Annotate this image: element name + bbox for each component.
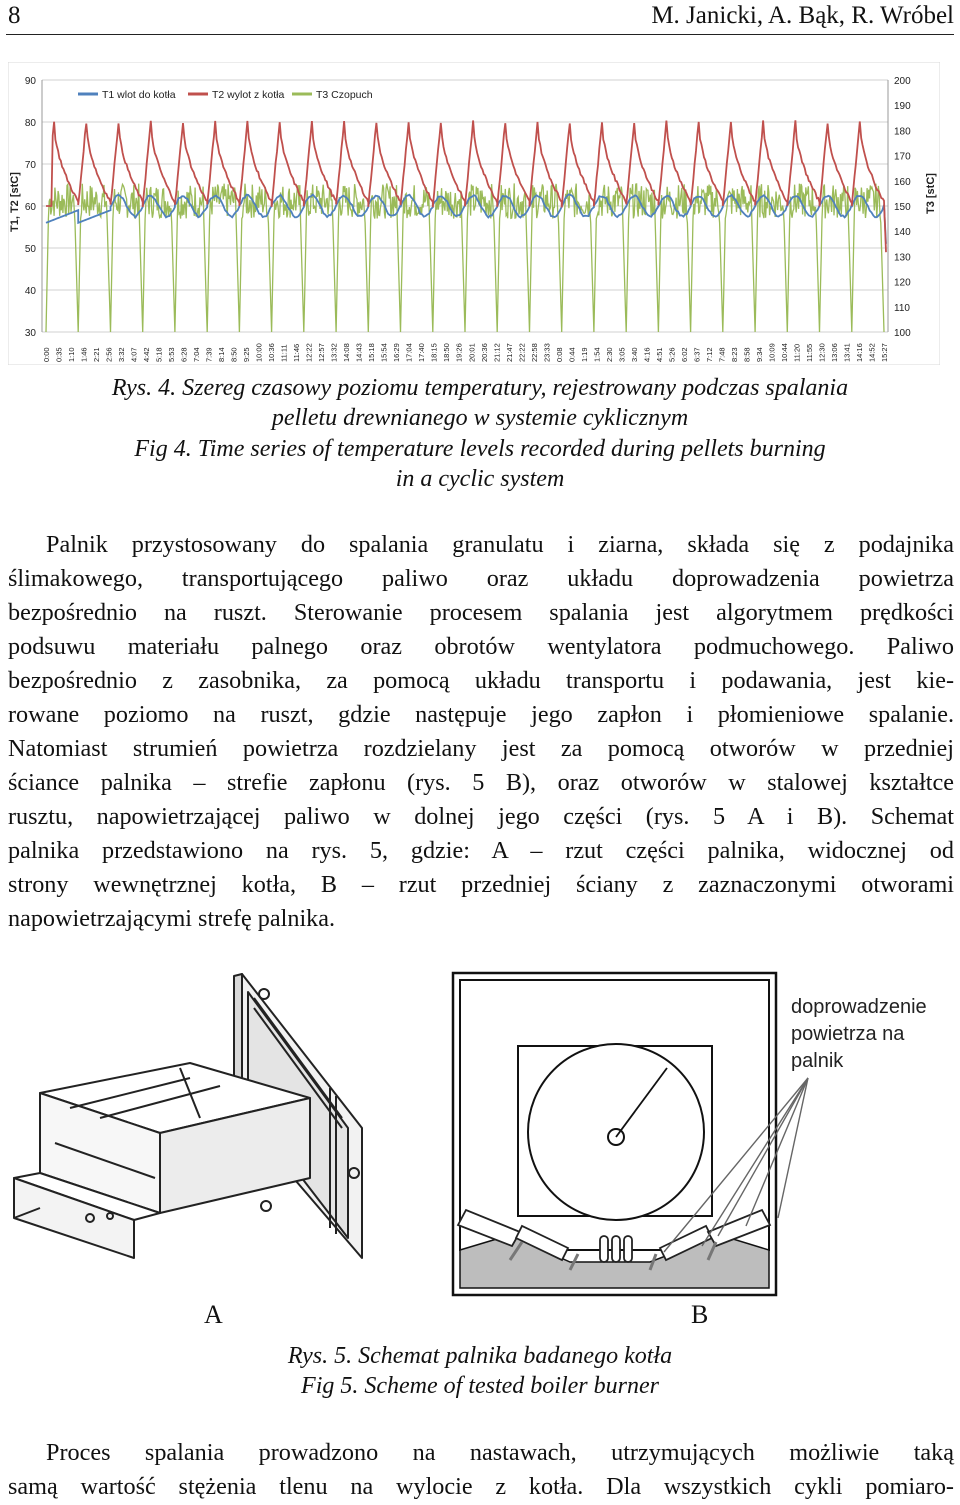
x-tick-label: 1:10 [67,347,77,362]
x-tick-label: 11:55 [804,343,814,362]
x-tick-label: 18:50 [442,343,452,362]
x-tick-label: 11:11 [279,344,289,362]
right-tick-label: 170 [894,151,911,163]
x-tick-label: 5:18 [154,347,164,362]
x-tick-label: 2:21 [92,347,102,362]
x-tick-label: 3:40 [629,347,639,362]
x-tick-label: 17:40 [417,343,427,362]
x-tick-label: 11:46 [292,343,302,362]
paragraph-line: rowane poziomo na ruszt, gdzie następuje jego zapłon i płomieniowe spalanie. [8,701,954,728]
paragraph-line: ślimakowego, transportującego paliwo oraz układu doprowadzenia powietrza [8,565,954,592]
fig4-caption-en-1: Fig 4. Time series of temperature levels recorded during pellets burning [134,436,826,462]
left-tick-label: 60 [24,202,36,213]
x-tick-label: 8:50 [229,347,239,362]
right-tick-label: 200 [894,76,911,87]
burner-front-wall-illustration [450,970,956,1300]
left-axis-label: T1, T2 [stC] [9,172,21,232]
fig5-label-a: A [204,1300,223,1329]
x-tick-label: 3:05 [617,347,627,362]
x-tick-label: 16:29 [392,343,402,362]
x-tick-label: 14:52 [867,343,877,362]
fig4-caption-en-2: in a cyclic system [395,466,565,492]
right-tick-label: 100 [894,328,911,339]
right-tick-label: 150 [894,202,911,213]
x-tick-label: 5:26 [667,347,677,362]
paragraph-line: podsuwu materiału palnego oraz obrotów wentylatora podmuchowego. Paliwo [8,633,954,660]
fig4-caption-pl-2: pelletu drewnianego w systemie cyklicznym [271,405,689,431]
x-tick-label: 5:53 [167,347,177,362]
x-tick-label: 13:06 [829,343,839,362]
x-tick-label: 1:46 [79,347,89,362]
left-tick-label: 70 [24,160,36,171]
x-tick-label: 13:41 [842,343,852,362]
x-tick-label: 10:44 [779,343,789,362]
header-rule [6,34,954,35]
x-tick-label: 12:57 [317,343,327,362]
right-tick-label: 110 [894,302,910,314]
figure-4-chart [8,62,940,365]
x-tick-label: 15:54 [379,343,389,362]
paragraph-line: samą wartość stężenia tlenu na wylocie z kotła. Dla wszystkich cykli pomiaro- [8,1473,954,1500]
paragraph-line: Proces spalania prowadzono na nastawach, utrzymujących możliwie taką [46,1439,954,1466]
paragraph-line: Natomiast strumień powietrza rozdzielany jest za pomocą otworów w przedniej [8,735,954,762]
x-tick-label: 23:33 [542,343,552,362]
page-number: 8 [8,2,21,29]
x-tick-label: 15:18 [367,343,377,362]
x-tick-label: 4:16 [642,347,652,362]
legend-label: T3 Czopuch [316,89,373,101]
figure-5a-burner-drawing [10,968,382,1268]
annotation-line-2: powietrza na [791,1023,905,1045]
x-tick-label: 6:28 [179,347,189,362]
x-tick-label: 12:30 [817,343,827,362]
x-tick-label: 4:07 [129,347,139,362]
x-tick-label: 10:09 [767,343,777,362]
paragraph-line: napowietrzającymi strefę palnika. [8,905,336,932]
left-tick-label: 90 [24,76,36,87]
fig5-caption-en: Fig 5. Scheme of tested boiler burner [301,1373,659,1399]
paragraph-line: ściance palnika – strefie zapłonu (rys. 5 B), oraz otworów w stalowej kształtce [8,769,954,796]
x-tick-label: 21:47 [504,343,514,362]
figure-5b-front-wall-scheme [450,970,956,1300]
annotation-line-1: doprowadzenie [791,996,927,1018]
fig5-caption-pl: Rys. 5. Schemat palnika badanego kotła [287,1343,673,1369]
left-tick-label: 40 [24,286,36,297]
running-authors: M. Janicki, A. Bąk, R. Wróbel [651,2,954,29]
x-tick-label: 1:54 [592,347,602,362]
right-tick-label: 190 [894,101,911,113]
fig4-caption-pl-1: Rys. 4. Szereg czasowy poziomu temperatury, rejestrowany podczas spalania [111,375,849,401]
x-tick-label: 22:22 [517,343,527,362]
x-tick-label: 3:32 [117,347,127,362]
x-tick-label: 6:37 [692,347,702,362]
fig5-label-b: B [691,1300,709,1329]
burner-isometric-illustration [10,968,382,1268]
x-tick-label: 0:35 [54,347,64,362]
body-paragraph-1 [8,528,954,936]
right-tick-label: 180 [894,126,911,138]
left-tick-label: 30 [24,328,36,339]
x-tick-label: 2:56 [104,347,114,362]
x-tick-label: 0:00 [42,347,51,362]
x-tick-label: 7:12 [704,347,714,362]
x-tick-label: 0:44 [567,347,577,362]
paragraph-line: rusztu, napowietrzającej paliwo w dolnej jego części (rys. 5 A i B). Schemat [8,803,954,830]
x-tick-label: 7:39 [204,347,214,362]
paragraph-line: Palnik przystosowany do spalania granulatu i ziarna, składa się z podajnika [46,531,954,558]
right-tick-label: 130 [894,252,911,264]
paragraph-line: bezpośrednio z zasobnika, za pomocą układu transportu i podawania, jest kie- [8,667,954,694]
x-tick-label: 19:26 [454,343,464,362]
x-tick-label: 9:34 [754,347,764,362]
x-tick-label: 4:51 [654,347,664,362]
x-tick-label: 22:58 [529,343,539,362]
paragraph-line: strony wewnętrznej kotła, B – rzut przedniej ściany z zaznaczonymi otworami [8,871,954,898]
x-tick-label: 9:25 [242,347,252,362]
legend-label: T2 wylot z kotła [212,89,285,101]
x-tick-label: 20:36 [479,343,489,362]
paragraph-line: palnika przedstawiono na rys. 5, gdzie: A – rzut części palnika, widocznej od [8,837,954,864]
x-tick-label: 7:04 [192,347,202,362]
x-tick-label: 8:58 [742,347,752,362]
x-tick-label: 4:42 [142,347,152,362]
right-tick-label: 160 [894,176,911,188]
x-tick-label: 2:30 [604,347,614,362]
x-tick-label: 17:04 [404,343,414,362]
page-header [0,0,960,36]
x-tick-label: 10:36 [267,343,277,362]
x-tick-label: 6:02 [679,347,689,362]
left-tick-label: 80 [24,118,36,129]
x-tick-label: 10:00 [254,343,264,362]
paragraph-line: bezpośrednio na ruszt. Sterowanie procesem spalania jest algorytmem prędkości [8,599,954,626]
x-tick-label: 21:12 [492,343,502,362]
x-tick-label: 8:14 [217,347,227,362]
x-tick-label: 14:43 [354,343,364,362]
legend-label: T1 wlot do kotła [102,89,176,101]
chart-frame [8,62,940,365]
x-tick-label: 7:48 [717,347,727,362]
annotation-line-3: palnik [791,1050,844,1072]
x-tick-label: 14:16 [854,343,864,362]
x-tick-label: 20:01 [467,343,477,362]
right-axis-label: T3 [stC] [925,173,937,214]
left-tick-label: 50 [24,244,36,255]
x-tick-label: 14:08 [342,343,352,362]
right-tick-label: 120 [894,277,911,289]
x-tick-label: 12:22 [304,343,314,362]
temperature-chart [8,62,940,365]
x-tick-label: 0:08 [554,347,564,362]
x-tick-label: 13:32 [329,343,339,362]
body-paragraph-2 [8,1436,954,1504]
x-tick-label: 8:23 [729,347,739,362]
x-tick-label: 15:27 [880,343,889,362]
right-tick-label: 140 [894,227,911,239]
x-tick-label: 18:15 [429,343,439,362]
x-tick-label: 1:19 [579,347,589,362]
x-tick-label: 11:20 [792,343,802,362]
